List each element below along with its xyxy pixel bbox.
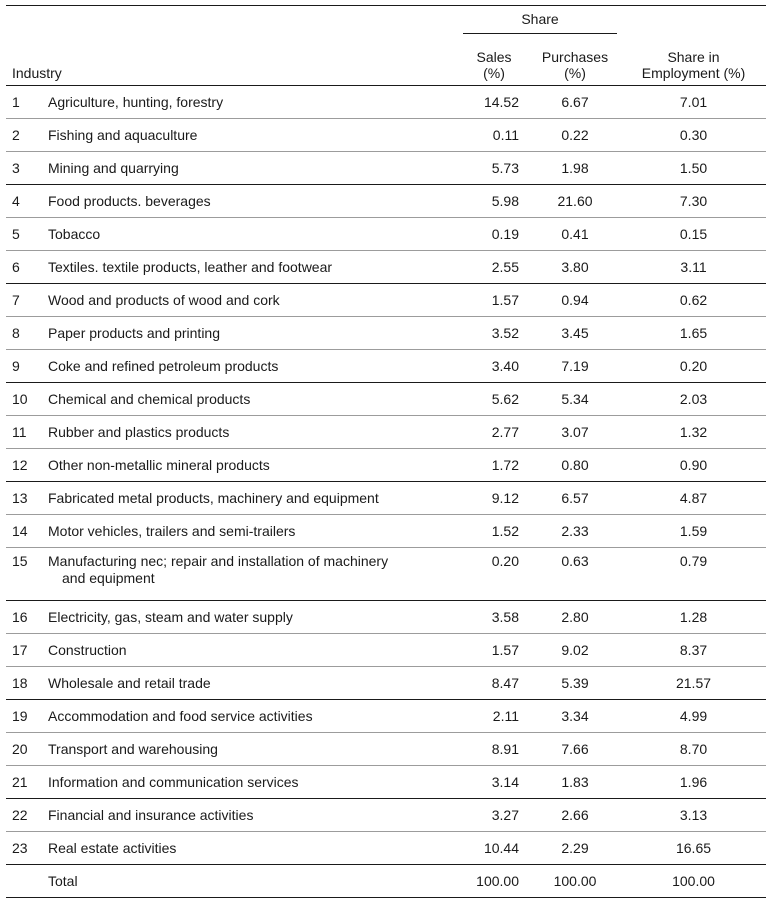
total-label: Total <box>34 865 459 898</box>
sales-value: 5.62 <box>459 383 529 416</box>
row-index: 23 <box>6 832 34 865</box>
sales-value: 2.55 <box>459 251 529 284</box>
purchases-value: 0.22 <box>529 119 621 152</box>
row-index: 13 <box>6 482 34 515</box>
industry-name: Rubber and plastics products <box>34 416 459 449</box>
industry-name: Accommodation and food service activities <box>34 700 459 733</box>
employment-value: 1.96 <box>621 766 766 799</box>
industry-name: Fabricated metal products, machinery and equipment <box>34 482 459 515</box>
purchases-value: 6.67 <box>529 86 621 119</box>
row-index: 17 <box>6 634 34 667</box>
sales-value: 2.11 <box>459 700 529 733</box>
table-row <box>6 218 766 251</box>
sales-value: 0.11 <box>459 119 529 152</box>
sales-value: 3.14 <box>459 766 529 799</box>
row-index: 1 <box>6 86 34 119</box>
employment-value: 0.90 <box>621 449 766 482</box>
row-index: 3 <box>6 152 34 185</box>
table-row <box>6 284 766 317</box>
table-row <box>6 350 766 383</box>
sales-value: 8.91 <box>459 733 529 766</box>
table-row <box>6 667 766 700</box>
industry-name: Information and communication services <box>34 766 459 799</box>
industry-name: Other non-metallic mineral products <box>34 449 459 482</box>
industry-name: Chemical and chemical products <box>34 383 459 416</box>
purchases-value: 2.66 <box>529 799 621 832</box>
row-index: 14 <box>6 515 34 548</box>
sales-value: 5.73 <box>459 152 529 185</box>
header-row <box>6 34 766 86</box>
table-row <box>6 634 766 667</box>
share-group-header: Share <box>459 6 621 35</box>
industry-name: Textiles. textile products, leather and footwear <box>34 251 459 284</box>
sales-header: Sales (%) <box>459 34 529 86</box>
industry-name: Paper products and printing <box>34 317 459 350</box>
purchases-value: 6.57 <box>529 482 621 515</box>
industry-name: Motor vehicles, trailers and semi-trailers <box>34 515 459 548</box>
industry-name: Agriculture, hunting, forestry <box>34 86 459 119</box>
sales-value: 1.57 <box>459 284 529 317</box>
purchases-value: 3.34 <box>529 700 621 733</box>
employment-value: 7.01 <box>621 86 766 119</box>
row-index: 21 <box>6 766 34 799</box>
sales-value: 14.52 <box>459 86 529 119</box>
row-index: 7 <box>6 284 34 317</box>
industry-name: Construction <box>34 634 459 667</box>
sales-value: 5.98 <box>459 185 529 218</box>
industry-name: Mining and quarrying <box>34 152 459 185</box>
employment-value: 21.57 <box>621 667 766 700</box>
total-employment: 100.00 <box>621 865 766 898</box>
table-row <box>6 548 766 601</box>
sales-value: 3.52 <box>459 317 529 350</box>
employment-value: 1.50 <box>621 152 766 185</box>
table-row <box>6 515 766 548</box>
table-row <box>6 86 766 119</box>
table-row <box>6 766 766 799</box>
sales-value: 3.40 <box>459 350 529 383</box>
sales-value: 10.44 <box>459 832 529 865</box>
table-row <box>6 799 766 832</box>
row-index: 9 <box>6 350 34 383</box>
purchases-value: 2.80 <box>529 601 621 634</box>
row-index: 8 <box>6 317 34 350</box>
row-index: 15 <box>6 548 34 601</box>
table-row <box>6 119 766 152</box>
purchases-value: 21.60 <box>529 185 621 218</box>
industry-name: Manufacturing nec; repair and installation of machinery and equipment <box>34 548 459 601</box>
purchases-value: 3.45 <box>529 317 621 350</box>
purchases-value: 5.39 <box>529 667 621 700</box>
table-row <box>6 152 766 185</box>
table-row <box>6 482 766 515</box>
table-row <box>6 733 766 766</box>
industry-name: Food products. beverages <box>34 185 459 218</box>
sales-value: 9.12 <box>459 482 529 515</box>
row-index: 20 <box>6 733 34 766</box>
table-row <box>6 832 766 865</box>
employment-value: 16.65 <box>621 832 766 865</box>
purchases-value: 1.98 <box>529 152 621 185</box>
sales-value: 3.58 <box>459 601 529 634</box>
employment-value: 3.13 <box>621 799 766 832</box>
row-index: 18 <box>6 667 34 700</box>
employment-value: 1.28 <box>621 601 766 634</box>
total-purchases: 100.00 <box>529 865 621 898</box>
row-index: 19 <box>6 700 34 733</box>
total-row <box>6 865 766 898</box>
row-index: 16 <box>6 601 34 634</box>
table-row <box>6 416 766 449</box>
employment-value: 1.32 <box>621 416 766 449</box>
industry-header: Industry <box>6 34 459 86</box>
table-row <box>6 185 766 218</box>
purchases-value: 9.02 <box>529 634 621 667</box>
employment-value: 0.20 <box>621 350 766 383</box>
industry-name: Real estate activities <box>34 832 459 865</box>
row-index: 11 <box>6 416 34 449</box>
industry-name: Electricity, gas, steam and water supply <box>34 601 459 634</box>
sales-value: 1.72 <box>459 449 529 482</box>
purchases-value: 0.41 <box>529 218 621 251</box>
purchases-value: 3.80 <box>529 251 621 284</box>
header-group-row <box>6 6 766 35</box>
industry-share-table <box>6 5 766 898</box>
employment-value: 7.30 <box>621 185 766 218</box>
purchases-value: 7.19 <box>529 350 621 383</box>
employment-value: 0.79 <box>621 548 766 601</box>
row-index: 22 <box>6 799 34 832</box>
table-row <box>6 601 766 634</box>
employment-value: 0.30 <box>621 119 766 152</box>
industry-name: Wholesale and retail trade <box>34 667 459 700</box>
table-row <box>6 700 766 733</box>
employment-value: 3.11 <box>621 251 766 284</box>
sales-value: 0.19 <box>459 218 529 251</box>
row-index: 12 <box>6 449 34 482</box>
employment-value: 4.99 <box>621 700 766 733</box>
table-row <box>6 251 766 284</box>
sales-value: 2.77 <box>459 416 529 449</box>
industry-name: Transport and warehousing <box>34 733 459 766</box>
industry-name: Coke and refined petroleum products <box>34 350 459 383</box>
purchases-value: 2.29 <box>529 832 621 865</box>
purchases-value: 5.34 <box>529 383 621 416</box>
industry-name: Tobacco <box>34 218 459 251</box>
purchases-value: 7.66 <box>529 733 621 766</box>
sales-value: 8.47 <box>459 667 529 700</box>
row-index: 2 <box>6 119 34 152</box>
sales-value: 0.20 <box>459 548 529 601</box>
purchases-header: Purchases (%) <box>529 34 621 86</box>
employment-value: 1.65 <box>621 317 766 350</box>
purchases-value: 1.83 <box>529 766 621 799</box>
total-sales: 100.00 <box>459 865 529 898</box>
table-row <box>6 317 766 350</box>
row-index: 4 <box>6 185 34 218</box>
purchases-value: 3.07 <box>529 416 621 449</box>
sales-value: 1.52 <box>459 515 529 548</box>
table-body <box>6 86 766 898</box>
industry-name: Financial and insurance activities <box>34 799 459 832</box>
sales-value: 3.27 <box>459 799 529 832</box>
sales-value: 1.57 <box>459 634 529 667</box>
table-row <box>6 449 766 482</box>
row-index: 6 <box>6 251 34 284</box>
employment-value: 0.15 <box>621 218 766 251</box>
employment-value: 0.62 <box>621 284 766 317</box>
row-index: 10 <box>6 383 34 416</box>
purchases-value: 0.63 <box>529 548 621 601</box>
industry-name: Fishing and aquaculture <box>34 119 459 152</box>
employment-header: Share in Employment (%) <box>621 34 766 86</box>
row-index: 5 <box>6 218 34 251</box>
purchases-value: 0.80 <box>529 449 621 482</box>
employment-value: 8.70 <box>621 733 766 766</box>
table-row <box>6 383 766 416</box>
employment-value: 8.37 <box>621 634 766 667</box>
purchases-value: 0.94 <box>529 284 621 317</box>
employment-value: 1.59 <box>621 515 766 548</box>
industry-name: Wood and products of wood and cork <box>34 284 459 317</box>
purchases-value: 2.33 <box>529 515 621 548</box>
employment-value: 4.87 <box>621 482 766 515</box>
employment-value: 2.03 <box>621 383 766 416</box>
